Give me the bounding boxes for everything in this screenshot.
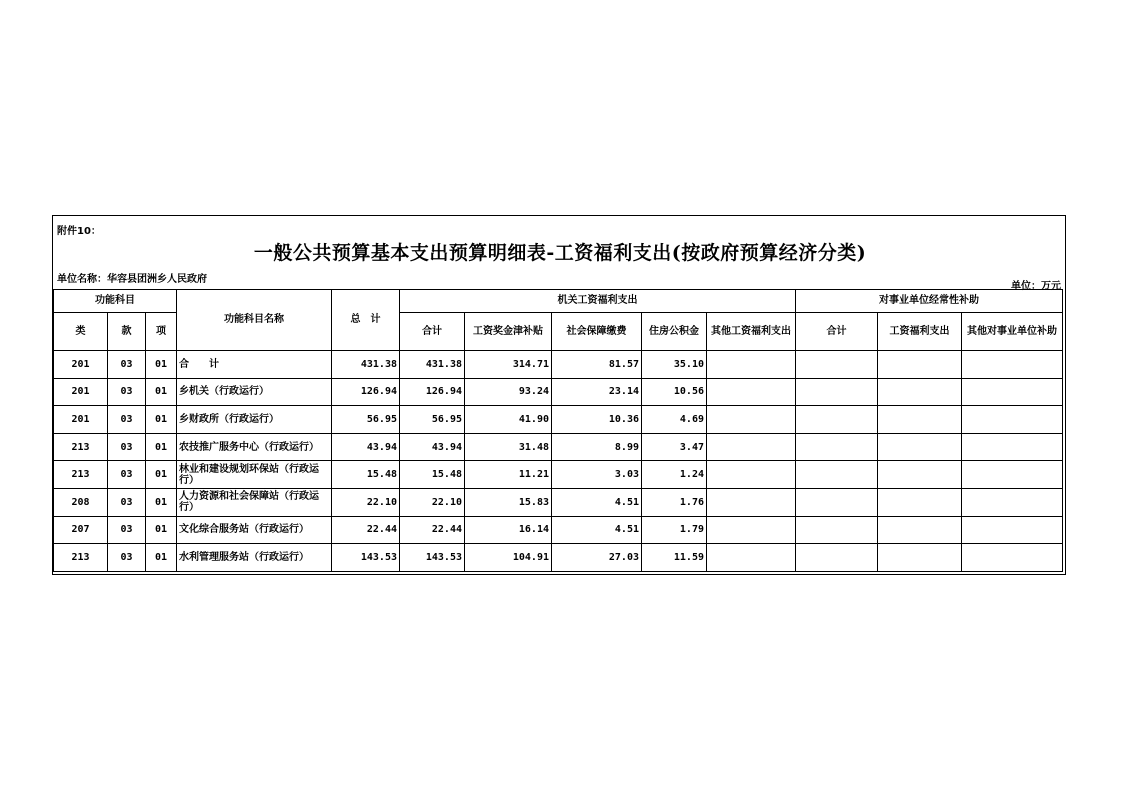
subsidy-salary-cell [878, 461, 962, 489]
total-cell: 15.48 [332, 461, 400, 489]
agency-salary-cell: 104.91 [465, 544, 552, 572]
agency-other-cell [707, 544, 796, 572]
agency-social-cell: 27.03 [552, 544, 642, 572]
subsidy-salary-cell [878, 378, 962, 406]
xiang-cell: 01 [146, 433, 177, 461]
agency-housing-header: 住房公积金 [642, 313, 707, 351]
subsidy-salary-header: 工资福利支出 [878, 313, 962, 351]
agency-sum-cell: 143.53 [400, 544, 465, 572]
kuan-cell: 03 [108, 433, 146, 461]
agency-sum-cell: 22.44 [400, 516, 465, 544]
subsidy-sum-cell [796, 406, 878, 434]
xiang-cell: 01 [146, 488, 177, 516]
agency-other-header: 其他工资福利支出 [707, 313, 796, 351]
subsidy-salary-cell [878, 433, 962, 461]
table-row [54, 351, 1063, 379]
agency-sum-cell: 22.10 [400, 488, 465, 516]
total-cell: 126.94 [332, 378, 400, 406]
agency-housing-cell: 3.47 [642, 433, 707, 461]
subject-name-cell: 文化综合服务站（行政运行） [177, 516, 332, 544]
subject-name-cell: 林业和建设规划环保站（行政运行） [177, 461, 332, 489]
table-row [54, 461, 1063, 489]
agency-sum-cell: 15.48 [400, 461, 465, 489]
table-row [54, 516, 1063, 544]
lei-cell: 213 [54, 433, 108, 461]
total-cell: 43.94 [332, 433, 400, 461]
total-cell: 22.44 [332, 516, 400, 544]
agency-social-cell: 81.57 [552, 351, 642, 379]
agency-housing-cell: 1.79 [642, 516, 707, 544]
subsidy-sum-cell [796, 544, 878, 572]
xiang-header: 项 [146, 313, 177, 351]
subject-name-cell: 乡机关（行政运行） [177, 378, 332, 406]
agency-housing-cell: 10.56 [642, 378, 707, 406]
lei-cell: 201 [54, 351, 108, 379]
kuan-cell: 03 [108, 351, 146, 379]
agency-sum-cell: 126.94 [400, 378, 465, 406]
table-row [54, 544, 1063, 572]
agency-salary-cell: 93.24 [465, 378, 552, 406]
agency-social-cell: 4.51 [552, 488, 642, 516]
xiang-cell: 01 [146, 461, 177, 489]
agency-salary-cell: 41.90 [465, 406, 552, 434]
total-cell: 431.38 [332, 351, 400, 379]
subsidy-other-cell [962, 378, 1063, 406]
lei-cell: 213 [54, 461, 108, 489]
attachment-label: 附件10： [57, 226, 101, 237]
currency-unit-label: 单位：万元 [1011, 281, 1061, 292]
subsidy-sum-cell [796, 433, 878, 461]
agency-social-cell: 23.14 [552, 378, 642, 406]
subsidy-sum-cell [796, 461, 878, 489]
subsidy-other-cell [962, 516, 1063, 544]
subsidy-salary-cell [878, 351, 962, 379]
subsidy-other-cell [962, 488, 1063, 516]
lei-cell: 208 [54, 488, 108, 516]
subsidy-other-cell [962, 406, 1063, 434]
agency-group-header: 机关工资福利支出 [400, 290, 796, 313]
budget-sheet [52, 215, 1066, 575]
subsidy-sum-cell [796, 516, 878, 544]
agency-sum-cell: 43.94 [400, 433, 465, 461]
func-subject-name-header: 功能科目名称 [177, 290, 332, 351]
agency-social-header: 社会保障缴费 [552, 313, 642, 351]
subsidy-salary-cell [878, 516, 962, 544]
subsidy-salary-cell [878, 488, 962, 516]
subject-name-cell: 乡财政所（行政运行） [177, 406, 332, 434]
agency-housing-cell: 11.59 [642, 544, 707, 572]
subject-name-cell: 水利管理服务站（行政运行） [177, 544, 332, 572]
budget-table [53, 289, 1063, 572]
agency-sum-cell: 56.95 [400, 406, 465, 434]
subsidy-sum-cell [796, 351, 878, 379]
table-row [54, 433, 1063, 461]
kuan-cell: 03 [108, 406, 146, 434]
xiang-cell: 01 [146, 351, 177, 379]
agency-salary-cell: 15.83 [465, 488, 552, 516]
xiang-cell: 01 [146, 516, 177, 544]
xiang-cell: 01 [146, 544, 177, 572]
table-row [54, 488, 1063, 516]
total-cell: 56.95 [332, 406, 400, 434]
subsidy-sum-cell [796, 378, 878, 406]
lei-cell: 201 [54, 406, 108, 434]
agency-social-cell: 8.99 [552, 433, 642, 461]
lei-cell: 201 [54, 378, 108, 406]
agency-sum-header: 合计 [400, 313, 465, 351]
xiang-cell: 01 [146, 378, 177, 406]
agency-other-cell [707, 516, 796, 544]
subject-name-cell: 农技推广服务中心（行政运行） [177, 433, 332, 461]
agency-salary-cell: 314.71 [465, 351, 552, 379]
kuan-cell: 03 [108, 516, 146, 544]
xiang-cell: 01 [146, 406, 177, 434]
subsidy-other-cell [962, 544, 1063, 572]
agency-housing-cell: 35.10 [642, 351, 707, 379]
kuan-cell: 03 [108, 544, 146, 572]
agency-salary-header: 工资奖金津补贴 [465, 313, 552, 351]
kuan-cell: 03 [108, 378, 146, 406]
agency-other-cell [707, 406, 796, 434]
agency-housing-cell: 4.69 [642, 406, 707, 434]
agency-social-cell: 10.36 [552, 406, 642, 434]
subsidy-other-cell [962, 433, 1063, 461]
agency-salary-cell: 31.48 [465, 433, 552, 461]
subsidy-other-header: 其他对事业单位补助 [962, 313, 1063, 351]
lei-cell: 207 [54, 516, 108, 544]
agency-other-cell [707, 488, 796, 516]
func-subject-header: 功能科目 [54, 290, 177, 313]
kuan-cell: 03 [108, 461, 146, 489]
total-header: 总 计 [332, 290, 400, 351]
subsidy-other-cell [962, 461, 1063, 489]
agency-other-cell [707, 378, 796, 406]
agency-other-cell [707, 461, 796, 489]
subsidy-group-header: 对事业单位经常性补助 [796, 290, 1063, 313]
table-row [54, 378, 1063, 406]
subsidy-salary-cell [878, 544, 962, 572]
agency-other-cell [707, 433, 796, 461]
agency-social-cell: 3.03 [552, 461, 642, 489]
subject-name-cell: 人力资源和社会保障站（行政运行） [177, 488, 332, 516]
subsidy-sum-header: 合计 [796, 313, 878, 351]
agency-housing-cell: 1.76 [642, 488, 707, 516]
kuan-cell: 03 [108, 488, 146, 516]
subsidy-other-cell [962, 351, 1063, 379]
agency-sum-cell: 431.38 [400, 351, 465, 379]
unit-name: 单位名称：华容县团洲乡人民政府 [57, 274, 207, 285]
total-cell: 143.53 [332, 544, 400, 572]
agency-other-cell [707, 351, 796, 379]
subsidy-salary-cell [878, 406, 962, 434]
table-row [54, 406, 1063, 434]
agency-salary-cell: 16.14 [465, 516, 552, 544]
kuan-header: 款 [108, 313, 146, 351]
subsidy-sum-cell [796, 488, 878, 516]
agency-salary-cell: 11.21 [465, 461, 552, 489]
subject-name-cell: 合 计 [177, 351, 332, 379]
lei-header: 类 [54, 313, 108, 351]
agency-housing-cell: 1.24 [642, 461, 707, 489]
lei-cell: 213 [54, 544, 108, 572]
total-cell: 22.10 [332, 488, 400, 516]
page-title: 一般公共预算基本支出预算明细表-工资福利支出(按政府预算经济分类) [253, 242, 867, 264]
agency-social-cell: 4.51 [552, 516, 642, 544]
